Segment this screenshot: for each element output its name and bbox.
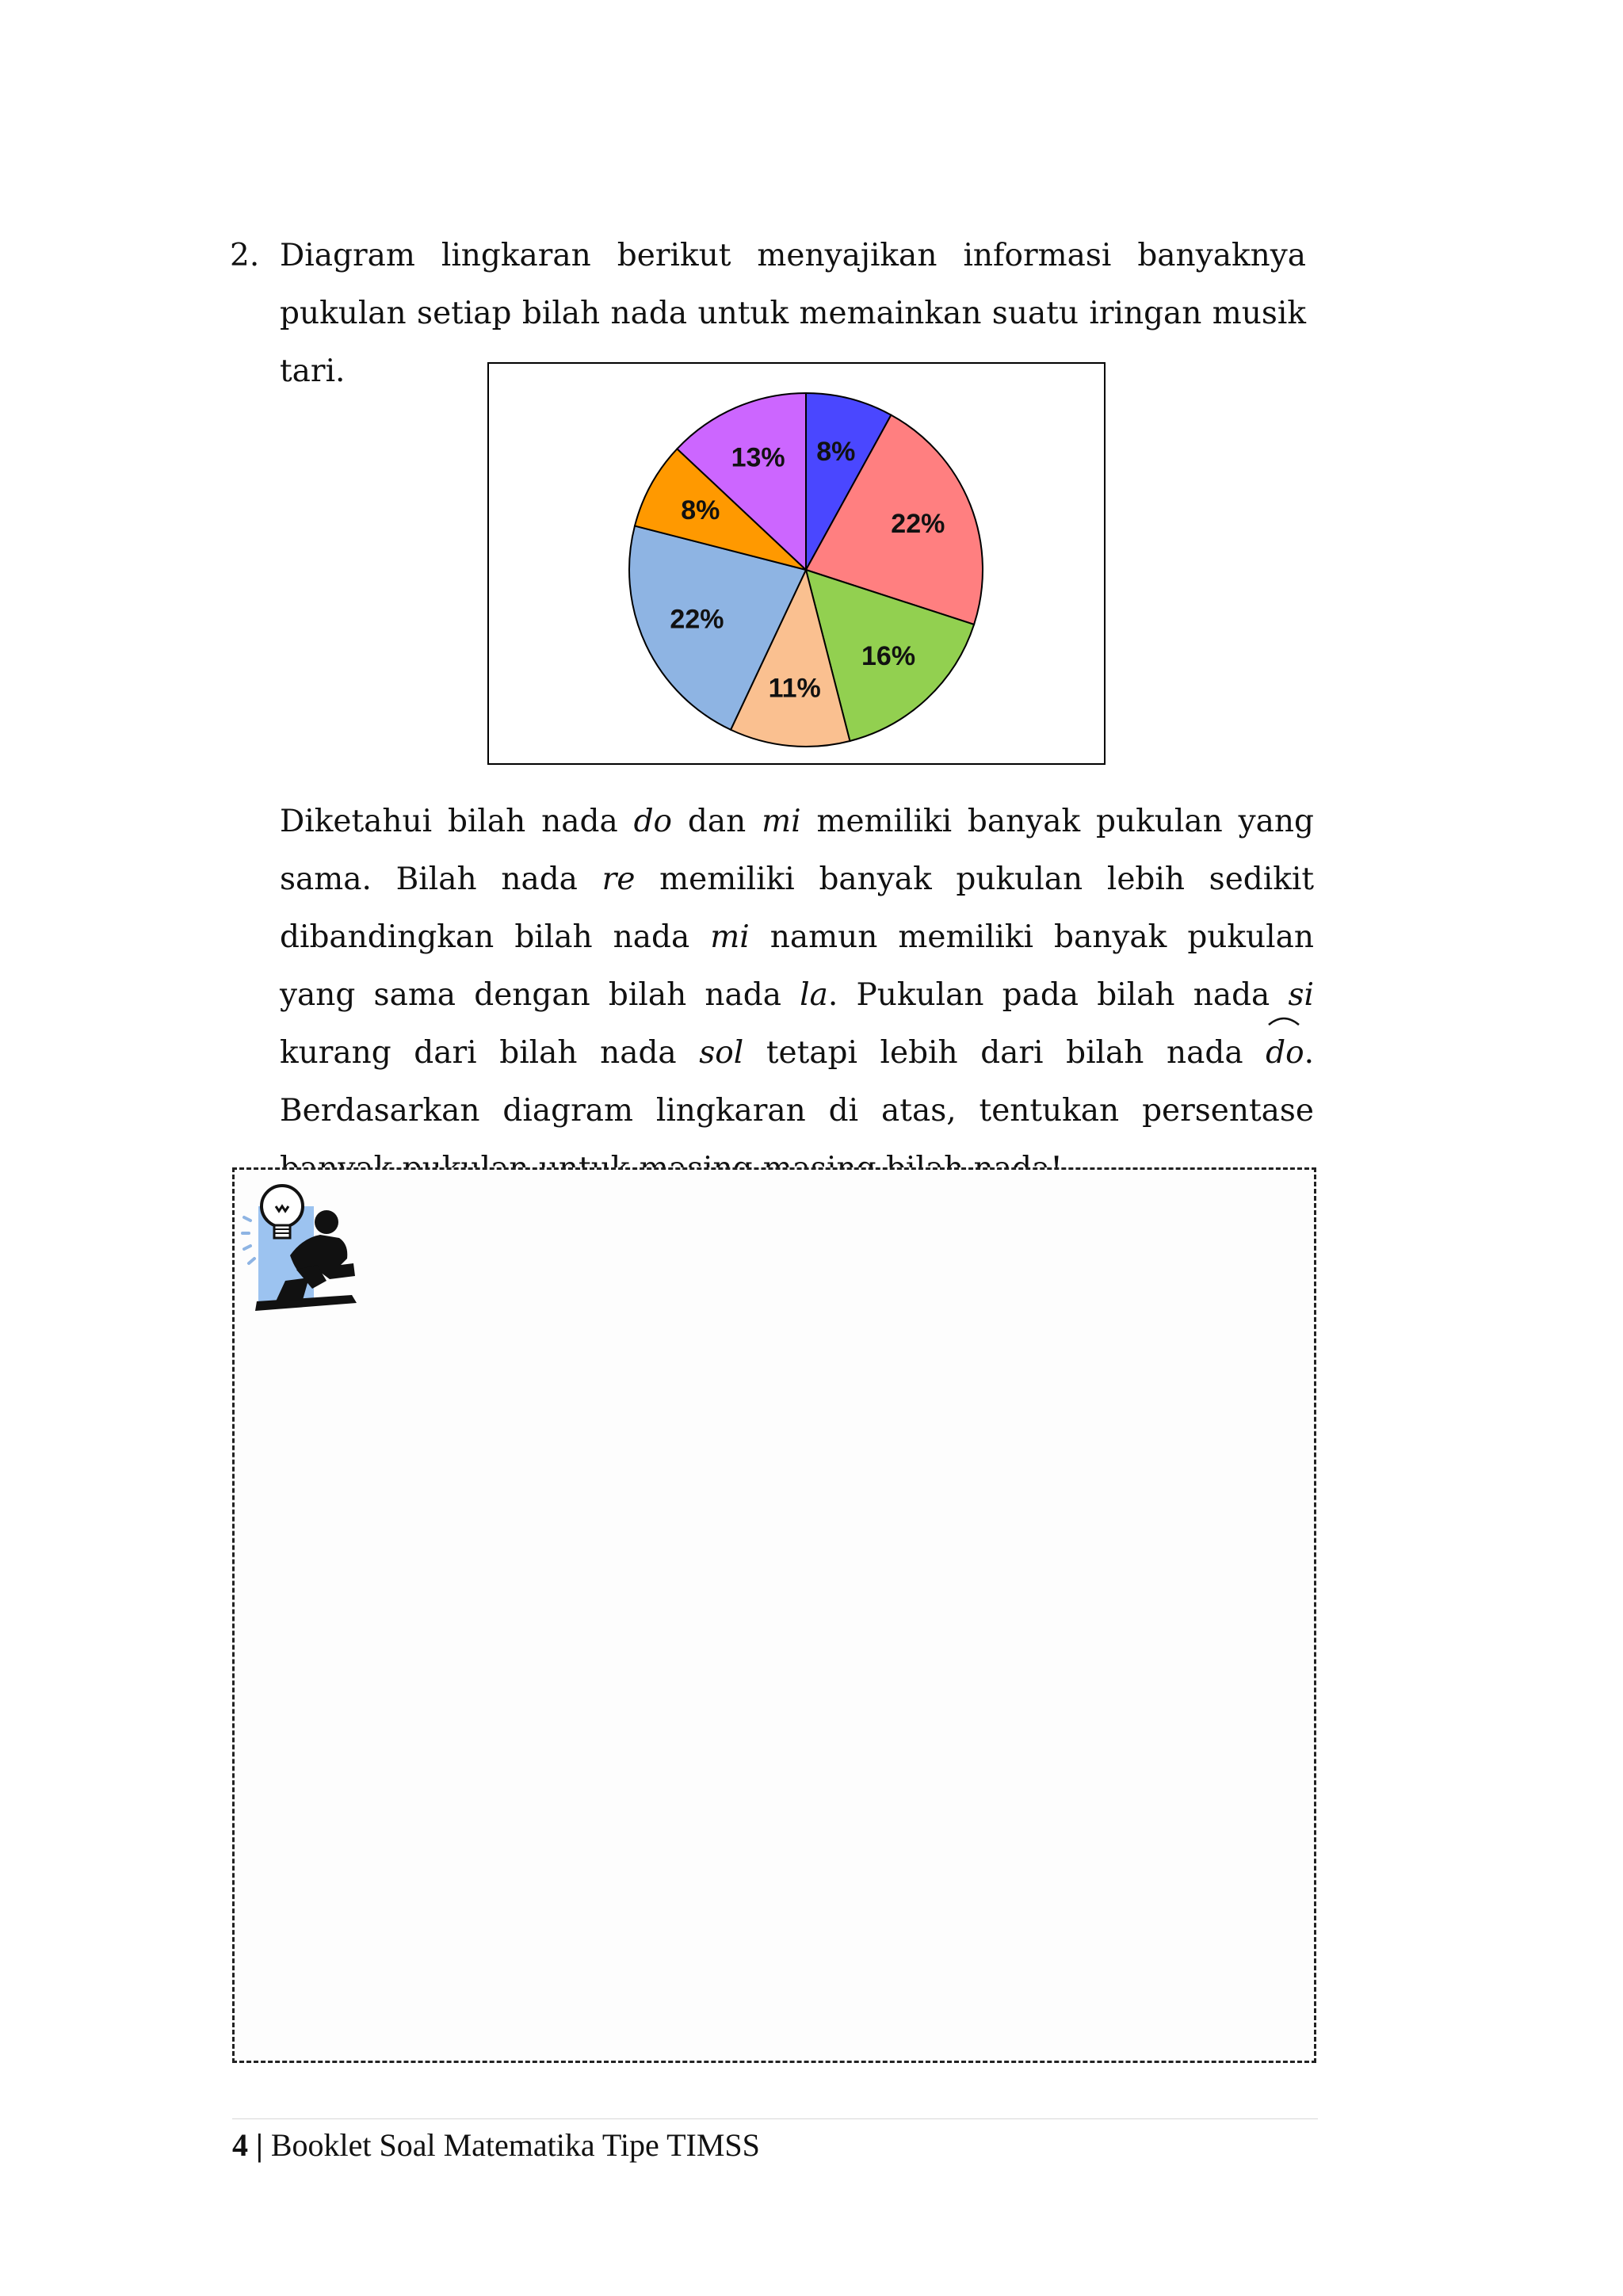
footer-separator: | — [256, 2127, 263, 2163]
question-intro: Diagram lingkaran berikut menyajikan informasi banyaknya pukulan setiap bilah nada untuk memainkan suatu iringan musik tari. — [280, 238, 1306, 389]
pie-slice-label-3: 11% — [768, 673, 821, 704]
note-mi: mi — [762, 804, 801, 839]
note-si: si — [1288, 977, 1314, 1013]
note-re: re — [601, 861, 636, 897]
note-la: la — [800, 977, 828, 1013]
note-sol: sol — [699, 1035, 744, 1071]
note-do: do — [633, 804, 673, 839]
pie-chart — [489, 364, 1107, 766]
text-run: . Berdasarkan diagram lingkaran di atas, tentukan persentase — [280, 1035, 1315, 1129]
page-footer — [232, 2126, 760, 2164]
answer-area[interactable] — [232, 1167, 1316, 2063]
page-number: 4 — [232, 2127, 248, 2163]
arc-accent-icon — [1267, 1014, 1300, 1026]
question-number: 2. — [230, 238, 260, 273]
pie-chart-frame — [487, 362, 1106, 765]
text-run: namun memiliki banyak pukulan yang sama dengan bilah nada — [280, 919, 1315, 1013]
thinking-person-lightbulb-icon — [241, 1176, 360, 1311]
pie-slice-label-4: 22% — [670, 604, 724, 635]
footer-title: Booklet Soal Matematika Tipe TIMSS — [270, 2127, 760, 2163]
text-run: memiliki banyak pukulan yang sama. Bilah nada — [280, 804, 1314, 897]
text-run: . Pukulan pada bilah nada — [827, 977, 1289, 1013]
note-high-do: do — [1266, 1024, 1304, 1082]
footer-rule — [232, 2118, 1318, 2119]
text-run: tetapi lebih dari bilah nada — [743, 1035, 1266, 1071]
pie-slice-label-5: 8% — [681, 495, 720, 525]
pie-slice-label-0: 8% — [816, 436, 856, 467]
text-run: memiliki banyak pukulan lebih sedikit dibandingkan bilah nada — [280, 861, 1314, 955]
text-run: Diketahui bilah nada — [280, 804, 634, 839]
note-mi: mi — [710, 919, 750, 955]
pie-slice-label-1: 22% — [891, 509, 945, 540]
pie-slice-label-6: 13% — [731, 442, 785, 473]
text-run: kurang dari bilah nada — [280, 1035, 700, 1071]
pie-slice-label-2: 16% — [861, 640, 916, 671]
question-paragraph — [280, 793, 1314, 1198]
text-run: dan — [672, 804, 762, 839]
